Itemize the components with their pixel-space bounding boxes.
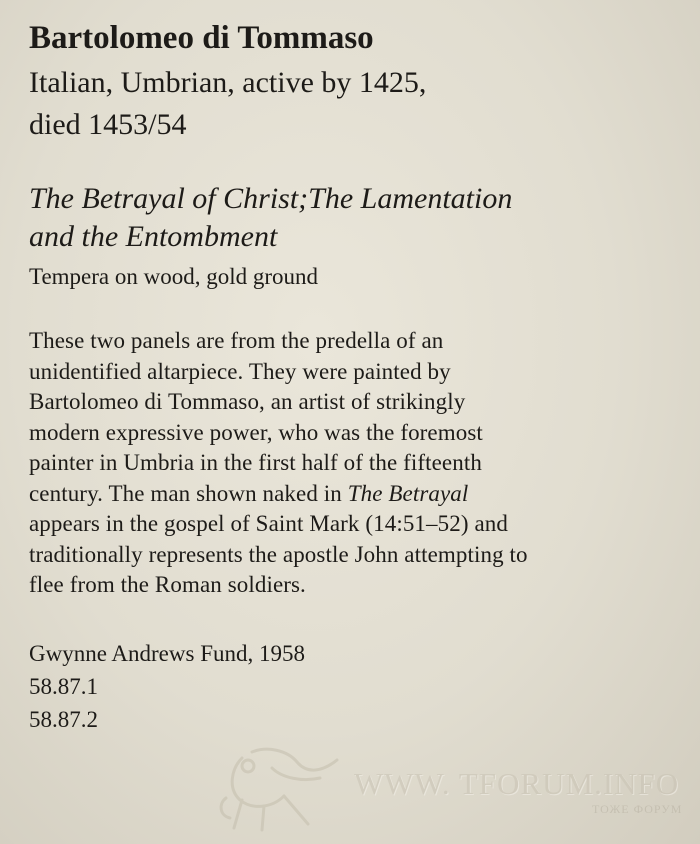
description-italic-title: The Betrayal — [347, 480, 469, 506]
watermark-subtext: ТОЖЕ ФОРУМ — [592, 802, 683, 816]
description-line: modern expressive power, who was the foremost — [29, 419, 483, 445]
description-line: flee from the Roman soldiers. — [29, 572, 306, 597]
description-line: Bartolomeo di Tommaso, an artist of strikingly — [29, 389, 466, 414]
credit-block — [29, 637, 689, 736]
artwork-description — [29, 326, 689, 601]
description-line: appears in the gospel of Saint Mark (14:51–52) and — [29, 511, 508, 536]
artist-details-line: Italian, Umbrian, active by 1425, — [29, 66, 427, 99]
description-line: painter in Umbria in the first half of the fifteenth — [29, 450, 482, 475]
winged-lion-icon — [212, 738, 352, 838]
description-line: unidentified altarpiece. They were painted by — [29, 358, 451, 384]
artwork-medium: Tempera on wood, gold ground — [29, 264, 319, 289]
watermark — [212, 738, 692, 838]
artist-details — [29, 62, 689, 146]
watermark-text: WWW. TFORUM.INFO — [354, 766, 680, 801]
description-line: traditionally represents the apostle John attempting to — [29, 541, 528, 567]
artist-name: Bartolomeo di Tommaso — [29, 20, 374, 56]
credit-line: Gwynne Andrews Fund, 1958 — [29, 640, 305, 666]
description-line — [29, 479, 689, 510]
artwork-title — [29, 180, 689, 256]
accession-number: 58.87.1 — [29, 673, 98, 699]
description-text: century. The man shown naked in — [29, 480, 348, 506]
artwork-title-line: and the Entombment — [29, 220, 278, 253]
museum-label — [29, 18, 689, 736]
artist-details-line: died 1453/54 — [29, 108, 187, 141]
artwork-title-line: The Betrayal of Christ;The Lamentation — [29, 182, 513, 215]
description-line: These two panels are from the predella of an — [29, 328, 444, 353]
accession-number: 58.87.2 — [29, 706, 98, 732]
